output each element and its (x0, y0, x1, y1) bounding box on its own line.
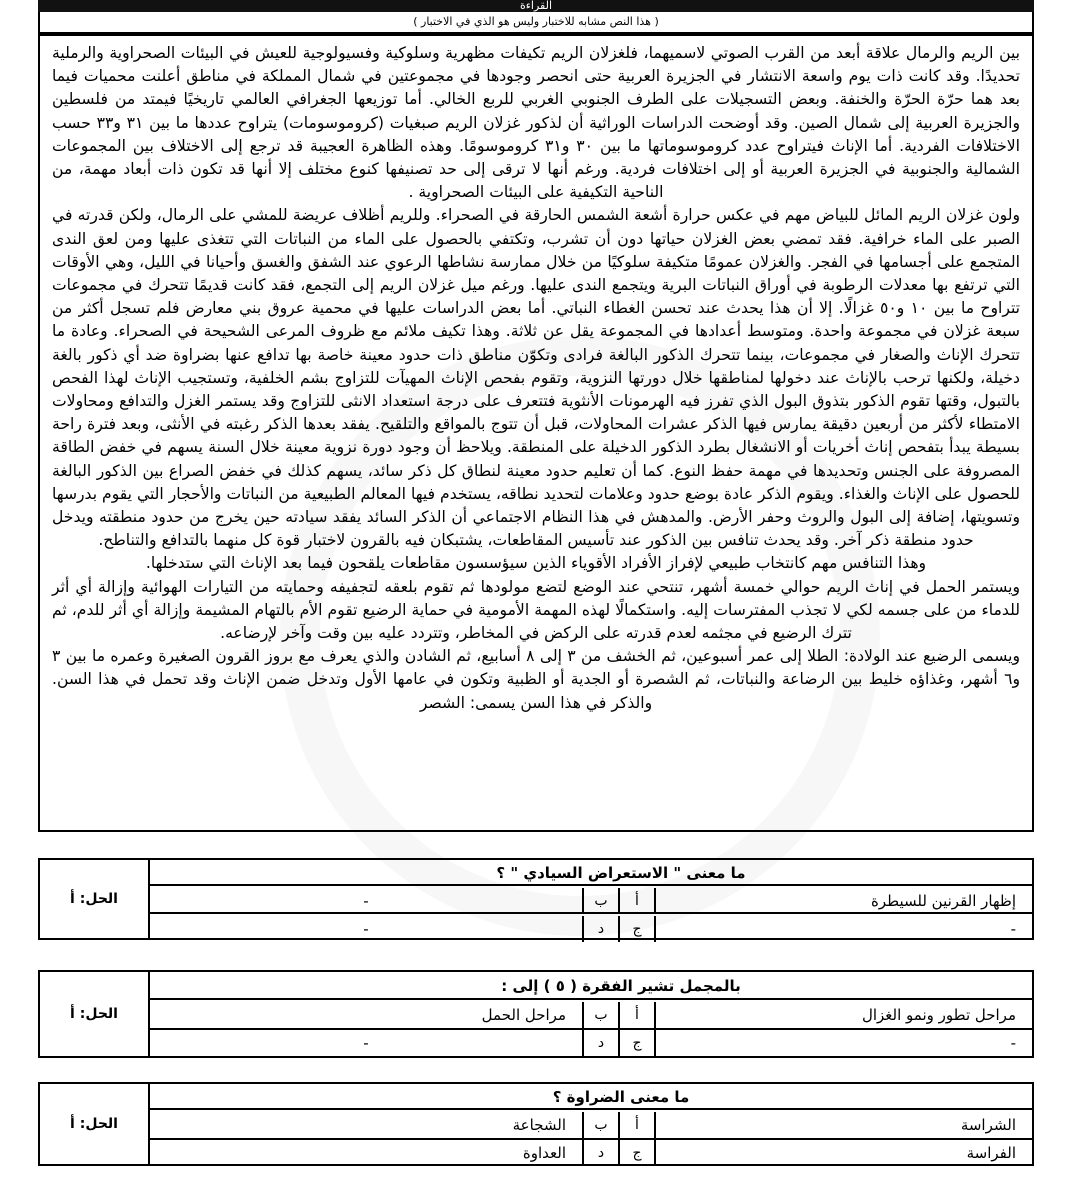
option-b-letter: ب (582, 1002, 618, 1028)
option-a-text[interactable]: إظهار القرنين للسيطرة (654, 888, 1032, 912)
option-d-text[interactable]: العداوة (522, 1144, 566, 1162)
option-b-letter: ب (582, 1112, 618, 1138)
question-3-title: ما معنى الضراوة ؟ (150, 1084, 1032, 1110)
question-3-row-ab (150, 1112, 1032, 1140)
option-b-text[interactable]: - (363, 892, 369, 910)
paragraph-4: ويستمر الحمل في إناث الريم حوالي خمسة أشهر، تنتحي عند الوضع لتضع مولودها ثم تقوم بلعقه لتجفيفه وحمايته من التيارات الهوائية وإزالة أي أثر للدماء من على جسمه لكي لا تجذب المفترسات إليه. واستكمالًا لهذه المهمة الأمومية في حماية الرضيع تقوم الأم بالتهام المشيمة وإزالة أي أثر للدم، ثم تترك الرضيع في مجثمه لعدم قدرته على الركض في المخاطر، وتتردد عليه بين وقت وآخر لإرضاعه. (52, 577, 1020, 643)
paragraph-5: ويسمى الرضيع عند الولادة: الطلا إلى عمر أسبوعين، ثم الخشف من ٣ إلى ٨ أسابيع، ثم الشادن والذي يعرف مع بروز القرون الصغيرة وعمره ما بين ٣ و٦ أشهر، وغذاؤه خليط بين الرضاعة والنباتات، ثم الشصرة أو الجدية أو الظبية وتكون في عامها الأول وتدخل ضمن الإناث وقد تحمل في هذا السن. والذكر في هذا السن يسمى: الشصر (52, 647, 1020, 712)
question-2-row-ab (150, 1002, 1032, 1030)
question-3 (38, 1082, 1034, 1166)
option-a-text[interactable]: الشراسة (654, 1112, 1032, 1138)
paragraph-2: ولون غزلان الريم المائل للبياض مهم في عكس حرارة أشعة الشمس الحارقة في الصحراء. وللريم أظلاف عريضة للمشي على الرمال، ولكن قدرته في الصبر على الماء خرافية. فقد تمضي بعض الغزلان حياتها دون أن تشرب، وتكتفي بالحصول على الماء من النباتات التي تتغذى عليها ومن لعق الندى المتجمع على أجسامها في الفجر. والغزلان عمومًا متكيفة سلوكيًا من خلال ممارسة نشاطها الرعوي عند الشفق والغسق وأحيانا في الليل، وهي الأوقات التي ترتفع بها معدلات الرطوبة في أوراق النباتات البرية ويتجمع الندى عليها. ورغم ميل غزلان الريم إلى التجمع، فقد كانت قديمًا تتحرك في مجموعات تتراوح ما بين ١٠ و٥٠ غزالًا. إلا أن هذا يحدث عند تحسن الغطاء النباتي. أما بعض الدراسات عليها في محمية عروق بني معارض فلم تسجل أكثر من سبعة غزلان في مجموعة واحدة. ومتوسط أعدادها في المجموعة يقل عن ثلاثة. وهذا تكيف ملائم مع ظروف المرعى الشحيحة في الصحراء. وعادة ما تتحرك الإناث والصغار في مجموعات، بينما تتحرك الذكور البالغة فرادى وتكوّن مناطق ذات حدود معينة خاصة بها تدافع عنها بضراوة ضد أي ذكور بالغة دخيلة، ولكنها ترحب بالإناث عند دخولها لمناطقها خلال دورتها النزوية، وتقوم بفحص الإناث المهيآت للتزاوج بشم الخلفية، وتستجيب الإناث لهذا الفحص بالتبول، وقتها تقوم الذكور بتذوق البول الذي تفرز فيه الهرمونات الأنثوية فتتعرف على درجة استعداد الانثى للتزاوج وقد يستمر الغزل والتدافع ومحاولات الامتطاء لأكثر من أربعين دقيقة يمارس فيها الذكر عشرات المحاولات، قبل أن تتوج بالمواقع والتلقيح. يفقد بعدها الذكر رغبته في الأنثى، وبعد فترة راحة بسيطة يبدأ بتفحص إناث أخريات أو الانشغال بطرد الذكور الدخيلة على المنطقة. ويلاحظ أن وجود دورة نزوية معينة خلال السنة يسهم في خفض الطاقة المصروفة على الجنس وتحديدها في مهمة حفظ النوع. كما أن تعليم حدود معينة لنطاق كل ذكر سائد، يسهم كذلك في خفض الصراع بين الذكور البالغة للحصول على الإناث والغذاء. ويقوم الذكر عادة بوضع حدود وعلامات لتحديد نطاقه، يستخدم فيها المعالم الطبيعية من النباتات والأحجار التي يقوم بدرسها وتسويتها، إضافة إلى البول والروث وحفر الأرض. والمدهش في هذا النظام الاجتماعي أن الذكر السائد يفقد سيادته حين يخرج من حدود منطقته ويدخل حدود منطقة ذكر آخر. وقد يحدث تنافس بين الذكور عند تأسيس المقاطعات، يشتبكان فيه بالقرون لاختبار قوة كل منهما بالتدافع والتناطح. (52, 206, 1020, 550)
question-3-row-cd (150, 1140, 1032, 1166)
option-d-letter: د (582, 1140, 618, 1166)
option-b-letter: ب (582, 888, 618, 912)
option-c-letter: ج (618, 916, 654, 942)
option-d-text[interactable]: - (363, 920, 369, 938)
question-2 (38, 970, 1034, 1058)
passage-note: ( هذا النص مشابه للاختبار وليس هو الذي في الاختبار ) (38, 12, 1034, 34)
question-2-row-cd (150, 1030, 1032, 1058)
question-1-answer: الحل: أ (40, 860, 150, 938)
question-2-title: بالمجمل تشير الفقرة ( ٥ ) إلى : (150, 972, 1032, 1000)
option-b-text[interactable]: مراحل الحمل (481, 1006, 566, 1024)
option-c-text[interactable]: - (654, 1030, 1032, 1058)
option-a-letter: أ (618, 1002, 654, 1028)
question-3-answer: الحل: أ (40, 1084, 150, 1164)
option-d-letter: د (582, 916, 618, 942)
option-b-text[interactable]: الشجاعة (512, 1116, 566, 1134)
question-1 (38, 858, 1034, 940)
question-1-row-ab (150, 888, 1032, 914)
option-c-letter: ج (618, 1140, 654, 1166)
option-d-text[interactable]: - (363, 1034, 369, 1052)
option-a-letter: أ (618, 1112, 654, 1138)
option-c-text[interactable]: الفراسة (654, 1140, 1032, 1166)
option-c-text[interactable]: - (654, 916, 1032, 942)
option-a-letter: أ (618, 888, 654, 912)
paragraph-3: وهذا التنافس مهم كانتخاب طبيعي لإفراز الأفراد الأقوياء الذين سيؤسسون مقاطعات يلقحون فيما بعد الإناث التي ستدخلها. (145, 554, 927, 573)
option-c-letter: ج (618, 1030, 654, 1058)
option-a-text[interactable]: مراحل تطور ونمو الغزال (654, 1002, 1032, 1028)
question-1-row-cd (150, 916, 1032, 942)
paragraph-1: بين الريم والرمال علاقة أبعد من القرب الصوتي لاسميهما، فلغزلان الريم تكيفات مظهرية وسلوكية وفسيولوجية للعيش في البيئات الصحراوية والرملية تحديدًا. وقد كانت ذات يوم واسعة الانتشار في الجزيرة العربية حتى انحصر وجودها في مجموعتين في شمال المملكة في مناطق أعلنت محميات فيما بعد هما حرّة الحرّة والخنفة. وبعض التسجيلات على الطرف الجنوبي الغربي للربع الخالي. أما توزيعها الجغرافي العالمي تاريخيًا فيمتد من فلسطين والجزيرة العربية إلى شمال الصين. وقد أوضحت الدراسات الوراثية أن لذكور غزلان الريم صبغيات (كروموسومات) يتراوح عددها ما بين ٣١ و٣٣ حسب الاختلافات الفردية. أما الإناث فيتراوح عدد كروموسوماتها ما بين ٣٠ و٣١ كروموسومًا. وهذه الظاهرة العجيبة قد ترجع إلى الاختلاف بين المجموعات الشمالية والجنوبية في الجزيرة العربية أو إلى اختلافات فردية. ورغم أنها لا ترقى إلى حد تصنيفها كنوع مختلف إلا أنها قد تكون ذات أبعاد مهمة، من الناحية التكيفية على البيئات الصحراوية . (52, 44, 1020, 202)
option-d-letter: د (582, 1030, 618, 1058)
section-title: القراءة (38, 0, 1034, 12)
question-1-title: ما معنى " الاستعراض السيادي " ؟ (150, 860, 1032, 886)
reading-passage (38, 34, 1034, 832)
question-2-answer: الحل: أ (40, 972, 150, 1056)
